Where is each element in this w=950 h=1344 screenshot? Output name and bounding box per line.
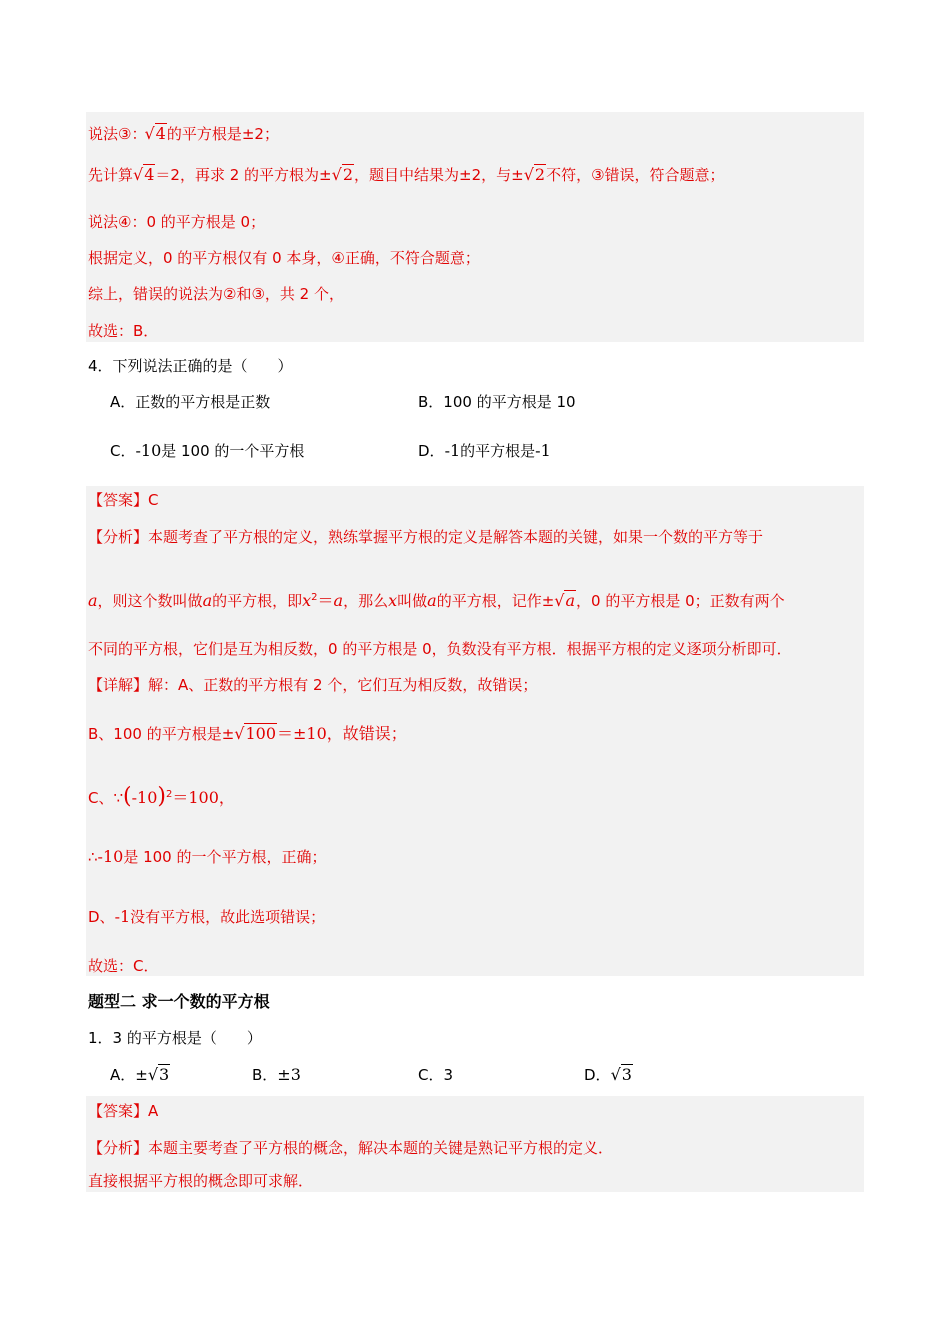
s2-option-d: D．√3 xyxy=(584,1065,632,1084)
s2-option-b: B．±3 xyxy=(252,1065,301,1084)
sqrt-2-b: √2 xyxy=(523,165,546,184)
q4-option-b: B．100 的平方根是 10 xyxy=(418,393,576,411)
answer-label: 【答案】C xyxy=(88,491,159,509)
s2-direct: 直接根据平方根的概念即可求解． xyxy=(88,1172,314,1190)
s2-option-a: A．±√3 xyxy=(110,1065,170,1084)
detail-b: B、100 的平方根是±√100＝±10，故错误； xyxy=(88,724,407,743)
detail-a: 【详解】解：A、正数的平方根有 2 个，它们互为相反数，故错误； xyxy=(88,676,538,694)
s2-q1-stem: 1．3 的平方根是（ ） xyxy=(88,1029,262,1047)
analysis-line-1: 【分析】本题考查了平方根的定义，熟练掌握平方根的定义是解答本题的关键，如果一个数的平方等于 xyxy=(88,528,764,546)
s2-option-c: C．3 xyxy=(418,1066,454,1084)
sqrt-3-a: √3 xyxy=(147,1065,170,1084)
section-title: 题型二 求一个数的平方根 xyxy=(88,992,270,1011)
q4-stem: 4．下列说法正确的是（ ） xyxy=(88,357,293,375)
s2-answer: 【答案】A xyxy=(88,1102,159,1120)
analysis-line-3: 不同的平方根，它们是互为相反数，0 的平方根是 0，负数没有平方根．根据平方根的定义逐项分析即可． xyxy=(88,640,792,658)
q4-option-d: D．-1的平方根是-1 xyxy=(418,441,551,460)
choice-b: 故选：B． xyxy=(88,322,159,340)
detail-d: D、-1没有平方根，故此选项错误； xyxy=(88,907,326,926)
calc-line: 先计算√4＝2，再求 2 的平方根为±√2，题目中结果为±2，与±√2不符，③错误，符合题意； xyxy=(88,165,725,184)
sqrt-100: √100 xyxy=(234,724,277,743)
statement-3: 说法③：√4的平方根是±2； xyxy=(88,124,279,143)
sqrt-4: √4 xyxy=(144,124,166,143)
s2-analysis: 【分析】本题主要考查了平方根的概念，解决本题的关键是熟记平方根的定义． xyxy=(88,1139,614,1157)
statement-4-reason: 根据定义，0 的平方根仅有 0 本身，④正确，不符合题意； xyxy=(88,249,480,267)
sqrt-2: √2 xyxy=(331,165,353,184)
sqrt-4-b: √4 xyxy=(133,165,155,184)
statement-4: 说法④：0 的平方根是 0； xyxy=(88,213,266,231)
q4-option-c: C．-10是 100 的一个平方根 xyxy=(110,441,305,460)
detail-c: C、$\because(-10)^2=100$， xyxy=(88,784,235,809)
q4-option-a: A．正数的平方根是正数 xyxy=(110,393,271,411)
analysis-line-2: a，则这个数叫做a的平方根，即$x^2=a$，那么x叫做a的平方根，记作±√a，0 的平方根是 0；正数有两个 xyxy=(88,591,785,610)
summary: 综上，错误的说法为②和③，共 2 个， xyxy=(88,285,344,303)
sqrt-a: √a xyxy=(554,591,576,610)
detail-c-conclusion: ∴-10是 100 的一个平方根，正确； xyxy=(88,847,327,866)
sqrt-3-d: √3 xyxy=(610,1065,632,1084)
choice-c: 故选：C． xyxy=(88,957,159,975)
